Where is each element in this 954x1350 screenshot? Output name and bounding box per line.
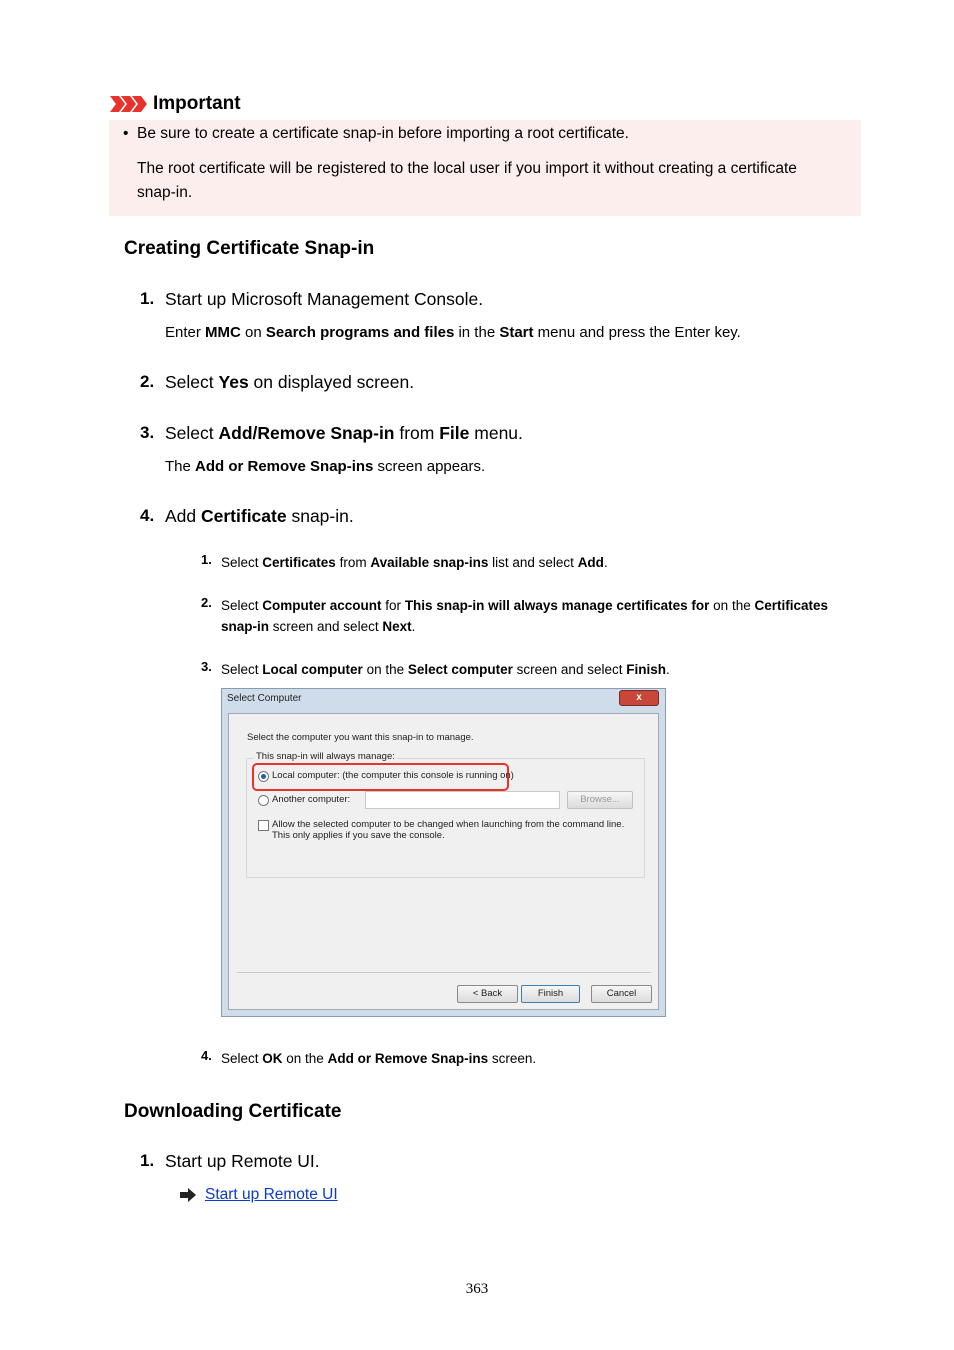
back-button[interactable]: < Back xyxy=(457,985,518,1003)
step-text: Add Certificate snap-in. xyxy=(165,506,354,526)
select-computer-dialog xyxy=(221,688,666,1017)
finish-button[interactable]: Finish xyxy=(521,985,580,1003)
substep-number: 3. xyxy=(201,659,212,674)
arrow-right-icon xyxy=(179,1186,197,1204)
step-description: The Add or Remove Snap-ins screen appears. xyxy=(165,458,486,475)
substep-text: Select OK on the Add or Remove Snap-ins screen. xyxy=(221,1051,537,1066)
step-text: Start up Microsoft Management Console. xyxy=(165,289,484,309)
dialog-title: Select Computer xyxy=(227,693,302,704)
substep-number: 2. xyxy=(201,595,212,610)
important-arrows-icon xyxy=(110,96,148,112)
another-computer-radio[interactable] xyxy=(258,795,269,806)
step-text: Start up Remote UI. xyxy=(165,1151,320,1171)
step-text: Select Add/Remove Snap-in from File menu. xyxy=(165,423,523,443)
step-number: 4. xyxy=(140,506,155,525)
step-description: Enter MMC on Search programs and files in the Start menu and press the Enter key. xyxy=(165,324,741,341)
substep-text: Select Local computer on the Select computer screen and select Finish. xyxy=(221,662,670,677)
step-number: 2. xyxy=(140,372,155,391)
allow-change-checkbox[interactable] xyxy=(258,820,269,831)
bullet: • xyxy=(123,125,129,142)
section-heading-snapin: Creating Certificate Snap-in xyxy=(124,238,375,259)
important-text-2: The root certificate will be registered to the local user if you import it without creating a certificate snap-in. xyxy=(137,160,797,201)
local-computer-radio[interactable] xyxy=(258,771,269,782)
allow-change-label[interactable]: Allow the selected computer to be changed when launching from the command line. This only applies if you save the console. xyxy=(272,819,625,841)
step-number: 1. xyxy=(140,289,155,308)
group-label: This snap-in will always manage: xyxy=(256,751,395,762)
section-heading-download: Downloading Certificate xyxy=(124,1101,342,1122)
step-text: Select Yes on displayed screen. xyxy=(165,372,415,392)
dialog-body xyxy=(228,713,659,1010)
substep-number: 4. xyxy=(201,1048,212,1063)
substep-number: 1. xyxy=(201,552,212,567)
separator xyxy=(237,972,651,973)
cancel-button[interactable]: Cancel xyxy=(591,985,652,1003)
substep-text: Select Computer account for This snap-in will always manage certificates for on the Certificates snap-in screen and select Next. xyxy=(221,598,829,634)
step-number: 3. xyxy=(140,423,155,442)
important-title: Important xyxy=(153,93,241,114)
remote-ui-link[interactable]: Start up Remote UI xyxy=(205,1186,338,1203)
another-computer-input[interactable] xyxy=(365,791,560,809)
step-number: 1. xyxy=(140,1151,155,1170)
dialog-prompt: Select the computer you want this snap-in to manage. xyxy=(247,732,474,743)
important-header xyxy=(110,92,241,116)
page-number: 363 xyxy=(465,1281,489,1297)
local-computer-label[interactable]: Local computer: (the computer this console is running on) xyxy=(272,770,514,781)
important-text-1: Be sure to create a certificate snap-in before importing a root certificate. xyxy=(137,125,629,142)
browse-button[interactable]: Browse... xyxy=(567,791,633,809)
substep-text: Select Certificates from Available snap-ins list and select Add. xyxy=(221,555,608,570)
another-computer-label[interactable]: Another computer: xyxy=(272,794,351,805)
close-button[interactable]: x xyxy=(619,690,659,706)
